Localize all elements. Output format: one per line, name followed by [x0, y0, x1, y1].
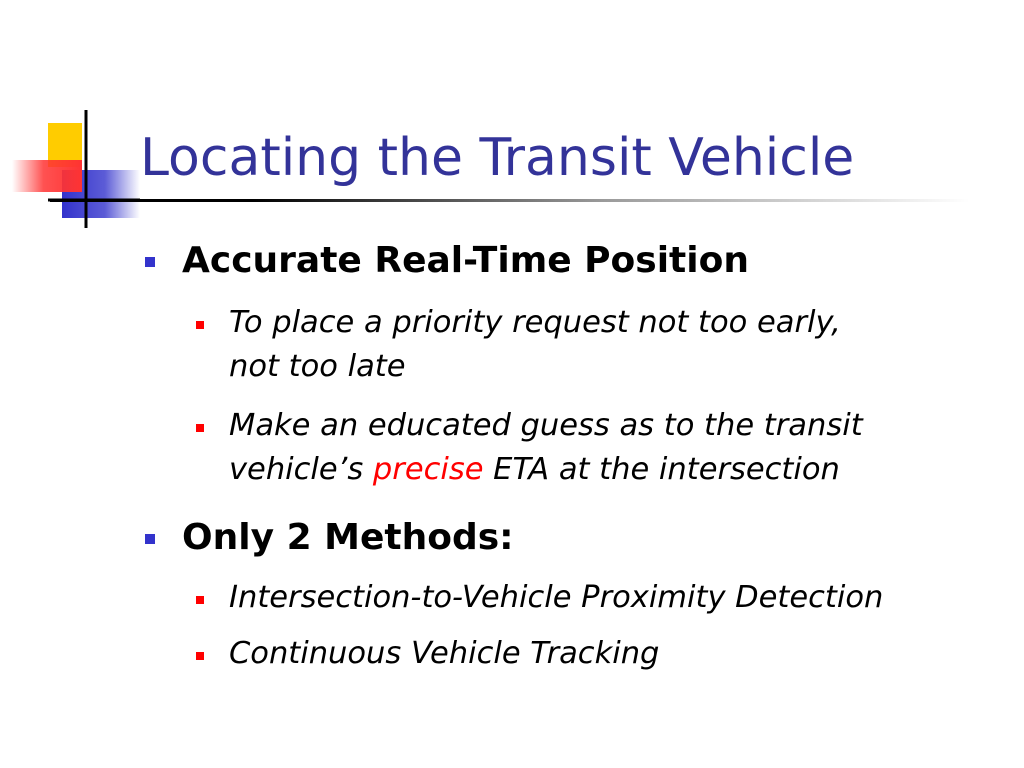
- text-segment: vehicle’s: [229, 452, 373, 487]
- sub-bullet-line: [229, 448, 979, 492]
- bullet-text: Accurate Real-Time Position: [182, 240, 749, 281]
- blue-bullet-marker: [145, 534, 155, 544]
- emphasis-text: precise: [372, 452, 484, 487]
- sub-bullet-line: Continuous Vehicle Tracking: [229, 636, 660, 671]
- red-bullet-marker: [196, 424, 204, 432]
- sub-bullet-line: To place a priority request not too early,: [229, 305, 841, 340]
- sub-bullet-line: not too late: [229, 349, 406, 384]
- sub-bullet-text: [229, 632, 979, 676]
- text-segment: ETA at the intersection: [483, 452, 840, 487]
- slide-title: Locating the Transit Vehicle: [140, 128, 855, 188]
- sub-bullet-line: Make an educated guess as to the transit: [229, 408, 863, 443]
- sub-bullet-text: [229, 576, 979, 620]
- sub-bullet-line: Intersection-to-Vehicle Proximity Detection: [229, 580, 884, 615]
- bullet-text: Only 2 Methods:: [182, 517, 514, 558]
- title-underline: [50, 199, 970, 202]
- red-bullet-marker: [196, 596, 204, 604]
- logo-red-square: [12, 160, 82, 192]
- corner-logo: [0, 0, 160, 240]
- sub-bullet-text: [229, 404, 979, 492]
- sub-bullet-text: [229, 301, 979, 389]
- red-bullet-marker: [196, 652, 204, 660]
- red-bullet-marker: [196, 321, 204, 329]
- blue-bullet-marker: [145, 257, 155, 267]
